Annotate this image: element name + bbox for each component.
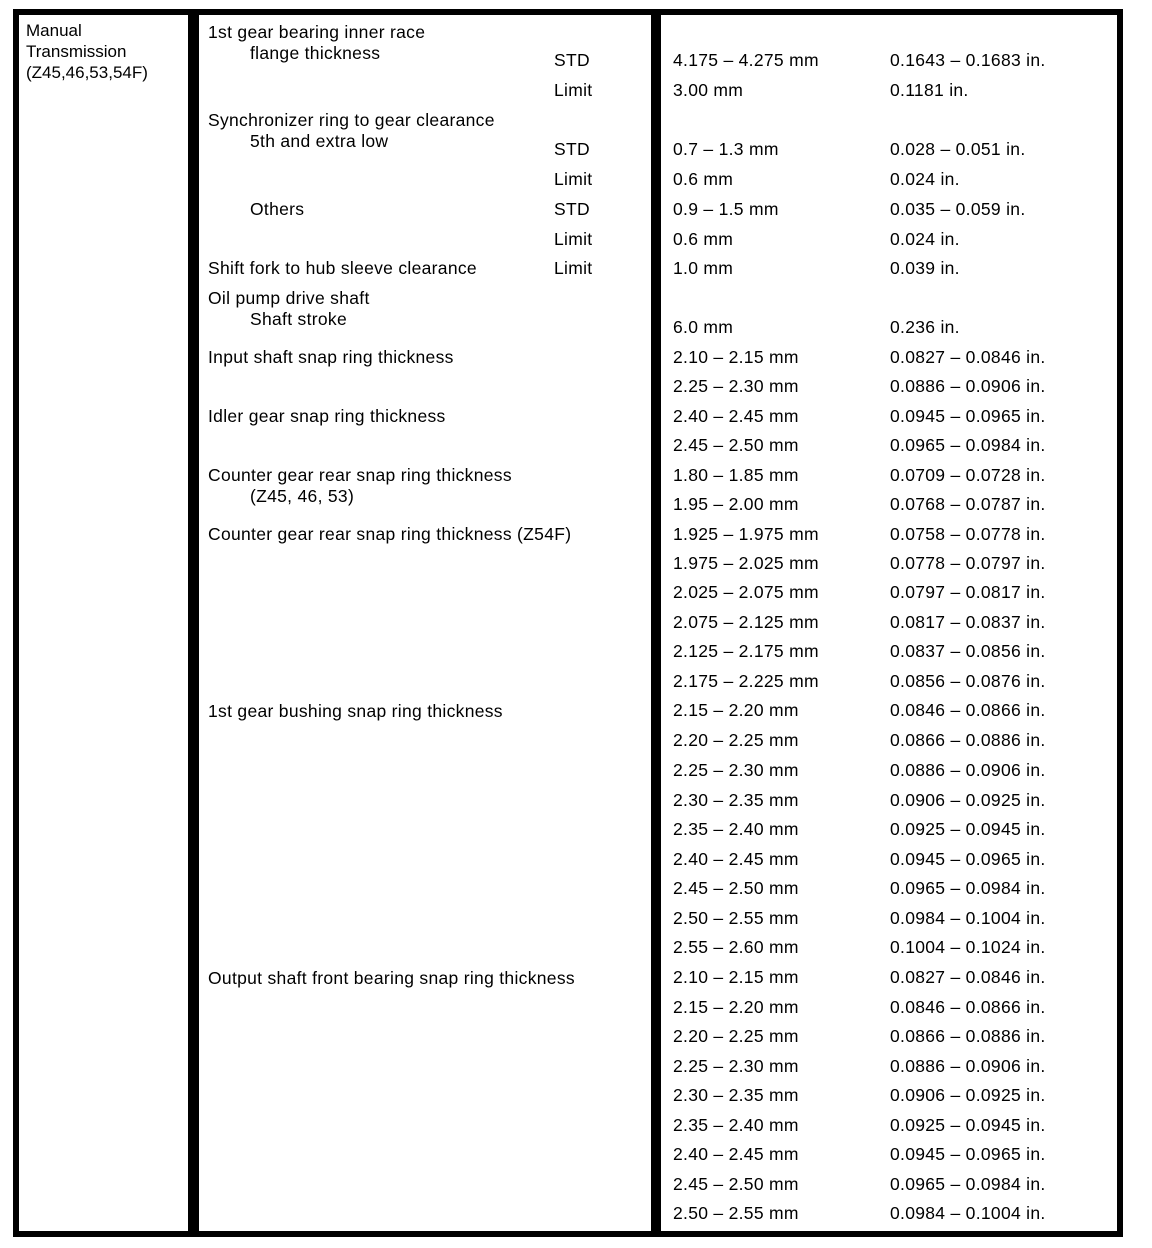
spec-value-mm: 1.95 – 2.00 mm	[673, 494, 799, 514]
spec-value-inch: 0.0925 – 0.0945 in.	[890, 1115, 1046, 1135]
spec-value-inch: 0.035 – 0.059 in.	[890, 199, 1026, 219]
spec-item-sublabel: Shaft stroke	[250, 309, 347, 329]
spec-value-mm: 0.6 mm	[673, 169, 734, 189]
spec-value-mm: 2.45 – 2.50 mm	[673, 1174, 799, 1194]
spec-item-label: Idler gear snap ring thickness	[208, 406, 446, 426]
spec-value-inch: 0.0886 – 0.0906 in.	[890, 1056, 1046, 1076]
spec-value-mm: 2.25 – 2.30 mm	[673, 760, 799, 780]
spec-value-inch: 0.0866 – 0.0886 in.	[890, 1026, 1046, 1046]
spec-value-inch: 0.039 in.	[890, 258, 960, 278]
spec-type-label: STD	[554, 139, 590, 159]
spec-item-label: Output shaft front bearing snap ring thickness	[208, 968, 575, 988]
spec-value-inch: 0.0778 – 0.0797 in.	[890, 553, 1046, 573]
spec-value-inch: 0.0945 – 0.0965 in.	[890, 406, 1046, 426]
spec-value-inch: 0.0758 – 0.0778 in.	[890, 524, 1046, 544]
spec-value-mm: 2.40 – 2.45 mm	[673, 1144, 799, 1164]
spec-value-inch: 0.0768 – 0.0787 in.	[890, 494, 1046, 514]
spec-item-label: Counter gear rear snap ring thickness (Z54F)	[208, 524, 572, 544]
spec-value-mm: 2.35 – 2.40 mm	[673, 819, 799, 839]
spec-item-label: Shift fork to hub sleeve clearance	[208, 258, 477, 278]
spec-value-mm: 2.45 – 2.50 mm	[673, 878, 799, 898]
spec-value-inch: 0.0827 – 0.0846 in.	[890, 967, 1046, 987]
spec-value-mm: 2.45 – 2.50 mm	[673, 435, 799, 455]
spec-value-mm: 2.10 – 2.15 mm	[673, 967, 799, 987]
spec-value-mm: 2.35 – 2.40 mm	[673, 1115, 799, 1135]
spec-item-label: Synchronizer ring to gear clearance	[208, 110, 495, 130]
spec-value-inch: 0.024 in.	[890, 169, 960, 189]
spec-value-inch: 0.0965 – 0.0984 in.	[890, 1174, 1046, 1194]
spec-value-inch: 0.0817 – 0.0837 in.	[890, 612, 1046, 632]
spec-value-mm: 2.20 – 2.25 mm	[673, 1026, 799, 1046]
spec-value-inch: 0.0945 – 0.0965 in.	[890, 1144, 1046, 1164]
spec-type-label: Limit	[554, 169, 593, 189]
spec-value-mm: 0.6 mm	[673, 229, 734, 249]
spec-value-inch: 0.0837 – 0.0856 in.	[890, 641, 1046, 661]
spec-value-mm: 6.0 mm	[673, 317, 734, 337]
spec-item-label: Counter gear rear snap ring thickness	[208, 465, 512, 485]
spec-value-mm: 3.00 mm	[673, 80, 744, 100]
spec-value-mm: 2.50 – 2.55 mm	[673, 1203, 799, 1223]
spec-item-label: Input shaft snap ring thickness	[208, 347, 454, 367]
divider-values	[651, 9, 661, 1237]
spec-value-mm: 1.0 mm	[673, 258, 734, 278]
spec-value-inch: 0.0945 – 0.0965 in.	[890, 849, 1046, 869]
spec-item-label: Oil pump drive shaft	[208, 288, 370, 308]
spec-value-mm: 2.20 – 2.25 mm	[673, 730, 799, 750]
spec-value-mm: 2.30 – 2.35 mm	[673, 1085, 799, 1105]
spec-value-mm: 0.7 – 1.3 mm	[673, 139, 779, 159]
spec-item-sublabel: Others	[250, 199, 305, 219]
spec-value-mm: 2.15 – 2.20 mm	[673, 997, 799, 1017]
spec-value-inch: 0.1181 in.	[890, 80, 969, 100]
spec-value-inch: 0.0984 – 0.1004 in.	[890, 1203, 1046, 1223]
spec-value-mm: 2.25 – 2.30 mm	[673, 1056, 799, 1076]
spec-value-inch: 0.0906 – 0.0925 in.	[890, 790, 1046, 810]
spec-value-mm: 4.175 – 4.275 mm	[673, 50, 819, 70]
spec-value-mm: 2.30 – 2.35 mm	[673, 790, 799, 810]
spec-value-inch: 0.0906 – 0.0925 in.	[890, 1085, 1046, 1105]
spec-type-label: STD	[554, 50, 590, 70]
spec-value-mm: 2.40 – 2.45 mm	[673, 849, 799, 869]
spec-value-inch: 0.0925 – 0.0945 in.	[890, 819, 1046, 839]
spec-item-sublabel: 5th and extra low	[250, 131, 389, 151]
spec-type-label: Limit	[554, 258, 593, 278]
spec-value-mm: 2.15 – 2.20 mm	[673, 700, 799, 720]
spec-value-mm: 2.55 – 2.60 mm	[673, 937, 799, 957]
spec-value-inch: 0.0846 – 0.0866 in.	[890, 700, 1046, 720]
spec-value-mm: 2.175 – 2.225 mm	[673, 671, 819, 691]
spec-value-inch: 0.024 in.	[890, 229, 960, 249]
spec-item-label: 1st gear bushing snap ring thickness	[208, 701, 503, 721]
spec-value-mm: 1.80 – 1.85 mm	[673, 465, 799, 485]
spec-value-inch: 0.0886 – 0.0906 in.	[890, 760, 1046, 780]
spec-type-label: Limit	[554, 229, 593, 249]
spec-value-inch: 0.0709 – 0.0728 in.	[890, 465, 1046, 485]
spec-type-label: Limit	[554, 80, 593, 100]
spec-value-mm: 2.025 – 2.075 mm	[673, 582, 819, 602]
spec-value-inch: 0.0866 – 0.0886 in.	[890, 730, 1046, 750]
spec-value-inch: 0.0856 – 0.0876 in.	[890, 671, 1046, 691]
spec-value-mm: 0.9 – 1.5 mm	[673, 199, 779, 219]
spec-value-mm: 2.075 – 2.125 mm	[673, 612, 819, 632]
spec-value-mm: 2.40 – 2.45 mm	[673, 406, 799, 426]
spec-value-inch: 0.0965 – 0.0984 in.	[890, 435, 1046, 455]
spec-item-sublabel: (Z45, 46, 53)	[250, 486, 355, 506]
spec-value-inch: 0.028 – 0.051 in.	[890, 139, 1026, 159]
spec-value-mm: 2.50 – 2.55 mm	[673, 908, 799, 928]
spec-item-sublabel: flange thickness	[250, 43, 381, 63]
spec-value-inch: 0.0965 – 0.0984 in.	[890, 878, 1046, 898]
spec-item-label: 1st gear bearing inner race	[208, 22, 426, 42]
spec-value-inch: 0.0797 – 0.0817 in.	[890, 582, 1046, 602]
spec-value-inch: 0.1643 – 0.1683 in.	[890, 50, 1046, 70]
spec-value-mm: 2.125 – 2.175 mm	[673, 641, 819, 661]
spec-value-inch: 0.0827 – 0.0846 in.	[890, 347, 1046, 367]
spec-value-mm: 1.975 – 2.025 mm	[673, 553, 819, 573]
divider-category	[188, 9, 199, 1237]
spec-value-inch: 0.0886 – 0.0906 in.	[890, 376, 1046, 396]
spec-value-inch: 0.1004 – 0.1024 in.	[890, 937, 1046, 957]
spec-type-label: STD	[554, 199, 590, 219]
spec-value-mm: 1.925 – 1.975 mm	[673, 524, 819, 544]
category-label: Manual Transmission (Z45,46,53,54F)	[26, 21, 148, 82]
spec-value-mm: 2.10 – 2.15 mm	[673, 347, 799, 367]
spec-value-inch: 0.0984 – 0.1004 in.	[890, 908, 1046, 928]
spec-value-inch: 0.236 in.	[890, 317, 960, 337]
spec-value-mm: 2.25 – 2.30 mm	[673, 376, 799, 396]
spec-value-inch: 0.0846 – 0.0866 in.	[890, 997, 1046, 1017]
